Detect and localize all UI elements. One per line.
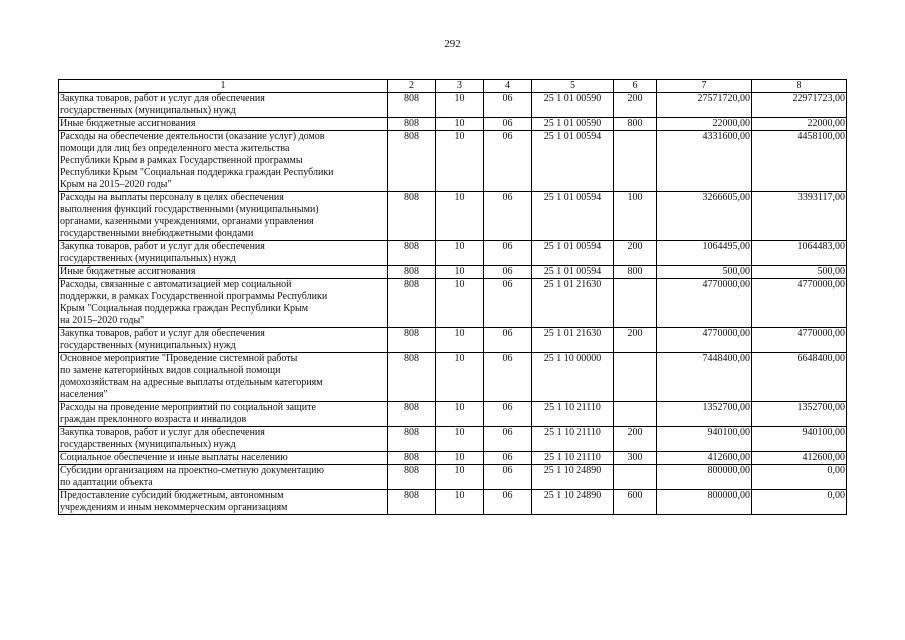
amount-col7: 412600,00 — [657, 452, 752, 465]
section-code: 10 — [436, 266, 484, 279]
section-code: 10 — [436, 465, 484, 490]
expense-type-code: 200 — [614, 93, 657, 118]
target-article-code: 25 1 01 21630 — [532, 328, 614, 353]
column-header: 6 — [614, 80, 657, 93]
expense-type-code — [614, 279, 657, 328]
ministry-code: 808 — [388, 241, 436, 266]
target-article-code: 25 1 01 00590 — [532, 93, 614, 118]
amount-col7: 4770000,00 — [657, 328, 752, 353]
section-code: 10 — [436, 93, 484, 118]
expense-type-code — [614, 465, 657, 490]
expense-type-code: 200 — [614, 427, 657, 452]
section-code: 10 — [436, 131, 484, 192]
row-name: Закупка товаров, работ и услуг для обеспечения государственных (муниципальных) нужд — [59, 427, 388, 452]
amount-col7: 940100,00 — [657, 427, 752, 452]
table-row — [59, 427, 847, 452]
amount-col8: 4458100,00 — [752, 131, 847, 192]
amount-col8: 4770000,00 — [752, 279, 847, 328]
section-code: 10 — [436, 241, 484, 266]
amount-col7: 800000,00 — [657, 465, 752, 490]
section-code: 10 — [436, 402, 484, 427]
row-name: Расходы на обеспечение деятельности (оказание услуг) домов помощи для лиц без определенного места жительства Республики Крым в рамках Государственной программы Республики Крым "Социальная поддержка граждан Республики Крым на 2015–2020 годы" — [59, 131, 388, 192]
ministry-code: 808 — [388, 427, 436, 452]
subsection-code: 06 — [484, 353, 532, 402]
row-name: Социальное обеспечение и иные выплаты населению — [59, 452, 388, 465]
column-header: 4 — [484, 80, 532, 93]
table-row — [59, 118, 847, 131]
target-article-code: 25 1 01 00594 — [532, 266, 614, 279]
table-row — [59, 192, 847, 241]
row-name: Иные бюджетные ассигнования — [59, 266, 388, 279]
section-code: 10 — [436, 353, 484, 402]
column-header: 2 — [388, 80, 436, 93]
target-article-code: 25 1 10 21110 — [532, 452, 614, 465]
amount-col7: 7448400,00 — [657, 353, 752, 402]
table-row — [59, 490, 847, 515]
amount-col7: 500,00 — [657, 266, 752, 279]
column-header: 1 — [59, 80, 388, 93]
amount-col8: 22971723,00 — [752, 93, 847, 118]
ministry-code: 808 — [388, 266, 436, 279]
subsection-code: 06 — [484, 118, 532, 131]
row-name: Расходы на проведение мероприятий по социальной защите граждан преклонного возраста и инвалидов — [59, 402, 388, 427]
subsection-code: 06 — [484, 93, 532, 118]
target-article-code: 25 1 10 24890 — [532, 490, 614, 515]
expense-type-code: 600 — [614, 490, 657, 515]
target-article-code: 25 1 01 00594 — [532, 192, 614, 241]
target-article-code: 25 1 10 24890 — [532, 465, 614, 490]
table-row — [59, 353, 847, 402]
row-name: Закупка товаров, работ и услуг для обеспечения государственных (муниципальных) нужд — [59, 328, 388, 353]
expense-type-code: 800 — [614, 118, 657, 131]
table-row — [59, 402, 847, 427]
ministry-code: 808 — [388, 192, 436, 241]
subsection-code: 06 — [484, 490, 532, 515]
column-header: 5 — [532, 80, 614, 93]
row-name: Субсидии организациям на проектно-сметную документацию по адаптации объекта — [59, 465, 388, 490]
column-header: 7 — [657, 80, 752, 93]
section-code: 10 — [436, 452, 484, 465]
amount-col8: 3393117,00 — [752, 192, 847, 241]
amount-col8: 0,00 — [752, 490, 847, 515]
target-article-code: 25 1 01 00594 — [532, 241, 614, 266]
section-code: 10 — [436, 118, 484, 131]
table-row — [59, 241, 847, 266]
subsection-code: 06 — [484, 192, 532, 241]
column-header: 3 — [436, 80, 484, 93]
budget-table — [58, 79, 847, 515]
ministry-code: 808 — [388, 328, 436, 353]
expense-type-code — [614, 353, 657, 402]
row-name: Расходы на выплаты персоналу в целях обеспечения выполнения функций государственными (муниципальными) органами, казенными учреждениями, органами управления государственными внебюджетными фондами — [59, 192, 388, 241]
section-code: 10 — [436, 192, 484, 241]
amount-col7: 4331600,00 — [657, 131, 752, 192]
target-article-code: 25 1 01 00590 — [532, 118, 614, 131]
subsection-code: 06 — [484, 328, 532, 353]
ministry-code: 808 — [388, 118, 436, 131]
target-article-code: 25 1 10 21110 — [532, 402, 614, 427]
ministry-code: 808 — [388, 402, 436, 427]
row-name: Расходы, связанные с автоматизацией мер социальной поддержки, в рамках Государственной программы Республики Крым "Социальная поддержка граждан Республики Крым на 2015–2020 годы" — [59, 279, 388, 328]
amount-col7: 3266605,00 — [657, 192, 752, 241]
amount-col7: 22000,00 — [657, 118, 752, 131]
subsection-code: 06 — [484, 279, 532, 328]
amount-col8: 0,00 — [752, 465, 847, 490]
ministry-code: 808 — [388, 465, 436, 490]
row-name: Основное мероприятие "Проведение системной работы по замене категорийных видов социальной помощи домохозяйствам на адресные выплаты отдельным категориям населения" — [59, 353, 388, 402]
amount-col8: 412600,00 — [752, 452, 847, 465]
expense-type-code: 300 — [614, 452, 657, 465]
amount-col7: 800000,00 — [657, 490, 752, 515]
row-name: Закупка товаров, работ и услуг для обеспечения государственных (муниципальных) нужд — [59, 93, 388, 118]
ministry-code: 808 — [388, 279, 436, 328]
subsection-code: 06 — [484, 452, 532, 465]
amount-col8: 500,00 — [752, 266, 847, 279]
section-code: 10 — [436, 328, 484, 353]
amount-col7: 1352700,00 — [657, 402, 752, 427]
table-row — [59, 266, 847, 279]
expense-type-code: 200 — [614, 328, 657, 353]
amount-col8: 4770000,00 — [752, 328, 847, 353]
target-article-code: 25 1 10 00000 — [532, 353, 614, 402]
amount-col7: 1064495,00 — [657, 241, 752, 266]
amount-col7: 4770000,00 — [657, 279, 752, 328]
subsection-code: 06 — [484, 241, 532, 266]
section-code: 10 — [436, 490, 484, 515]
expense-type-code: 200 — [614, 241, 657, 266]
table-header — [59, 80, 847, 93]
ministry-code: 808 — [388, 131, 436, 192]
section-code: 10 — [436, 427, 484, 452]
row-name: Предоставление субсидий бюджетным, автономным учреждениям и иным некоммерческим организациям — [59, 490, 388, 515]
amount-col8: 1352700,00 — [752, 402, 847, 427]
table-row — [59, 328, 847, 353]
subsection-code: 06 — [484, 402, 532, 427]
expense-type-code: 100 — [614, 192, 657, 241]
row-name: Иные бюджетные ассигнования — [59, 118, 388, 131]
ministry-code: 808 — [388, 93, 436, 118]
header-row — [59, 80, 847, 93]
table-row — [59, 279, 847, 328]
table-row — [59, 465, 847, 490]
section-code: 10 — [436, 279, 484, 328]
amount-col8: 1064483,00 — [752, 241, 847, 266]
page-number: 292 — [444, 38, 461, 50]
table-row — [59, 131, 847, 192]
ministry-code: 808 — [388, 353, 436, 402]
ministry-code: 808 — [388, 452, 436, 465]
table-row — [59, 452, 847, 465]
expense-type-code — [614, 402, 657, 427]
subsection-code: 06 — [484, 427, 532, 452]
column-header: 8 — [752, 80, 847, 93]
amount-col8: 22000,00 — [752, 118, 847, 131]
expense-type-code: 800 — [614, 266, 657, 279]
subsection-code: 06 — [484, 465, 532, 490]
amount-col8: 6648400,00 — [752, 353, 847, 402]
row-name: Закупка товаров, работ и услуг для обеспечения государственных (муниципальных) нужд — [59, 241, 388, 266]
amount-col8: 940100,00 — [752, 427, 847, 452]
subsection-code: 06 — [484, 266, 532, 279]
target-article-code: 25 1 10 21110 — [532, 427, 614, 452]
target-article-code: 25 1 01 21630 — [532, 279, 614, 328]
table-body — [59, 93, 847, 515]
amount-col7: 27571720,00 — [657, 93, 752, 118]
expense-type-code — [614, 131, 657, 192]
ministry-code: 808 — [388, 490, 436, 515]
target-article-code: 25 1 01 00594 — [532, 131, 614, 192]
table-row — [59, 93, 847, 118]
subsection-code: 06 — [484, 131, 532, 192]
